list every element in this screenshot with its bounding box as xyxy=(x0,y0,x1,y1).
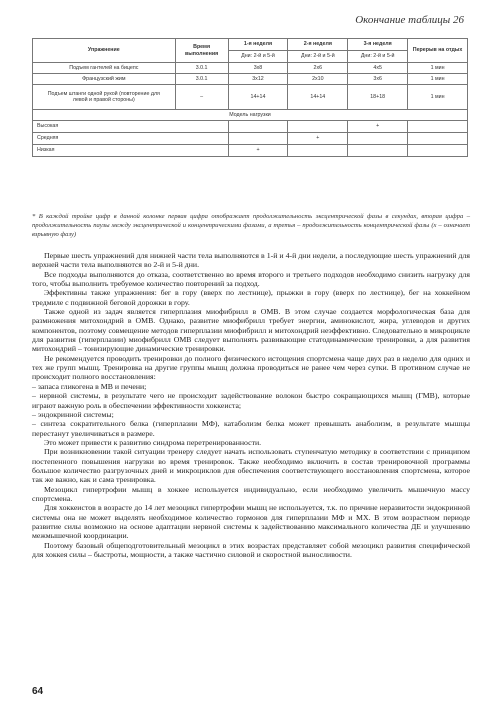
cell-week1 xyxy=(228,121,288,133)
cell-load-level: Высокая xyxy=(33,121,229,133)
paragraph: Это может привести к развитию синдрома перетренированности. xyxy=(44,437,262,447)
cell-time: 3.0.1 xyxy=(175,74,228,85)
cell-rest: 1 мин xyxy=(408,74,468,85)
cell-load-level: Низкая xyxy=(33,145,229,157)
cell-time: 3.0.1 xyxy=(175,63,228,74)
col-header-rest: Перерыв на отдых xyxy=(408,39,468,63)
paragraph: Первые шесть упражнений для нижней части тела выполняются в 1-й и 4-й дни недели, а последующие шесть упражнений для верхней части тела выполняются во 2-й и 5-й дни. xyxy=(32,251,470,270)
table-header-row xyxy=(33,39,468,51)
cell-week3: 3х6 xyxy=(348,74,408,85)
table-continuation-title: Окончание таблицы 26 xyxy=(355,14,464,26)
col-header-week1: 1-я неделя xyxy=(228,39,288,51)
table-row xyxy=(33,121,468,133)
paragraph: Мезоцикл гипертрофии мышц в хоккее используется индивидуально, если необходимо увеличить мышечную массу спортсмена. xyxy=(32,484,470,503)
paragraph: Эффективны также упражнения: бег в гору (вверх по лестнице), прыжки в гору (вверх по лестнице), бег на хоккейном тредмиле с подвижной беговой дорожки в гору. xyxy=(32,288,470,307)
cell-week3: 18+18 xyxy=(348,85,408,110)
cell-week2: 2х10 xyxy=(288,74,348,85)
col-header-exercise: Упражнение xyxy=(33,39,176,63)
cell-week1: + xyxy=(228,145,288,157)
cell-week3 xyxy=(348,133,408,145)
col-subheader-days2: Дни: 2-й и 5-й xyxy=(288,51,348,63)
main-text xyxy=(32,251,470,559)
cell-rest: 1 мин xyxy=(408,85,468,110)
table-row xyxy=(33,63,468,74)
page-number: 64 xyxy=(32,686,44,697)
cell-load-level: Средняя xyxy=(33,133,229,145)
col-header-week2: 2-я неделя xyxy=(288,39,348,51)
col-subheader-days3: Дни: 2-й и 5-й xyxy=(348,51,408,63)
paragraph: При возникновении такой ситуации тренеру следует начать использовать ступенчатую методику в соответствии с принципом постепенного повышения нагрузки во время тренировок. Также необходимо включить в состав тренировочной программы большое количество разгрузочных дней и микроциклов для обеспечения соответствующего восстановления спортсмена, которое так же важно, как и сама тренировка. xyxy=(32,447,470,485)
cell-exercise: Подъем штанги одной рукой (повторение для левой и правой стороны) xyxy=(33,85,176,110)
table-group-row xyxy=(33,110,468,121)
cell-week2: 14+14 xyxy=(288,85,348,110)
paragraph: Все подходы выполняются до отказа, соответственно во время второго и третьего подходов необходимо снизить нагрузку для того, чтобы выполнить требуемое количество повторений за подход. xyxy=(32,269,470,289)
list-item: – нервной системы, в результате чего не происходит задействование волокон быстро сокращающихся мышц (ГМВ), которые играют важную роль в обеспечении эффективности хоккеиста; xyxy=(32,391,470,410)
cell-rest: 1 мин xyxy=(408,63,468,74)
cell-week2 xyxy=(288,121,348,133)
cell-week1 xyxy=(228,133,288,145)
paragraph: Для хоккеистов в возрасте до 14 лет мезоцикл гипертрофии мышц не используется, т.к. по причине неразвитости эндокринной системы она не может выделять необходимое количество гормонов для гиперплазии МФ и МХ. В этом возрастном периоде развитие силы возможно на основе адаптации нервной системы к задействованию максимального количества ДЕ и улучшению межмышечной координации. xyxy=(32,503,470,541)
col-header-week3: 3-я неделя xyxy=(348,39,408,51)
cell-time: – xyxy=(175,85,228,110)
cell-rest-empty xyxy=(408,133,468,145)
list-item: – запаса гликогена в МВ и печени; xyxy=(32,381,147,391)
cell-week3: 4х5 xyxy=(348,63,408,74)
cell-week3 xyxy=(348,145,408,157)
cell-rest-empty xyxy=(408,121,468,133)
table-row xyxy=(33,74,468,85)
cell-week1: 3х12 xyxy=(228,74,288,85)
cell-week2: + xyxy=(288,133,348,145)
cell-week2 xyxy=(288,145,348,157)
table-footnote: * В каждой тройке цифр в данной колонке первая цифра отображает продолжительность эксцентрической фазы в секундах, вторая цифра – продолжительность паузы между эксцентрической и концентрическими фазами, а третья – продолжительность концентрической фазы (х – означает взрывную фазу) xyxy=(32,213,470,238)
cell-week1: 14+14 xyxy=(228,85,288,110)
paragraph: Не рекомендуется проводить тренировки до полного физического истощения спортсмена чаще двух раз в неделю для одних и тех же групп мышц. Тренировка на другие группы мышц должна проводиться не ранее чем через сутки. В противном случае не происходит полного восстановления: xyxy=(32,353,470,382)
cell-exercise: Подъем гантелей на бицепс xyxy=(33,63,176,74)
paragraph: Также одной из задач является гиперплазия миофибрилл в ОМВ. В этом случае создается морфологическая база для размножения митохондрий в ОМВ. Однако, развитие миофибрилл требует энергии, аминокислот, жира, углеводов и других компонентов, поэтому совмещение методов гиперплазии миофибрилл и митохондрий неэффективно. Следовательно в микроцикле для развития (гиперплазии) миофибрилл ОМВ следует выполнять развивающие статодинамические тренировки, а для развития митохондрий – тонизирующие динамические тренировки. xyxy=(32,307,470,354)
paragraph: Поэтому базовый общеподготовительный мезоцикл в этих возрастах представляет собой мезоцикл развития специфической для хоккея силы – быстроты, мощности, а также частично силовой и скоростной выносливости. xyxy=(32,540,470,559)
model-title: Модель нагрузки xyxy=(33,110,468,121)
cell-exercise: Французский жим xyxy=(33,74,176,85)
table-row xyxy=(33,85,468,110)
cell-week1: 3х8 xyxy=(228,63,288,74)
col-header-time: Время выполнения xyxy=(175,39,228,63)
table-row xyxy=(33,133,468,145)
list-item: – синтеза сократительного белка (гиперплазии МФ), катаболизм белка может превышать анаболизм, в результате мышцы перестанут увеличиваться в размере. xyxy=(32,419,470,438)
cell-week3: + xyxy=(348,121,408,133)
cell-week2: 2х6 xyxy=(288,63,348,74)
col-subheader-days1: Дни: 2-й и 5-й xyxy=(228,51,288,63)
training-table xyxy=(32,38,468,157)
list-item: – эндокринной системы; xyxy=(32,409,114,419)
cell-rest-empty xyxy=(408,145,468,157)
table-row xyxy=(33,145,468,157)
